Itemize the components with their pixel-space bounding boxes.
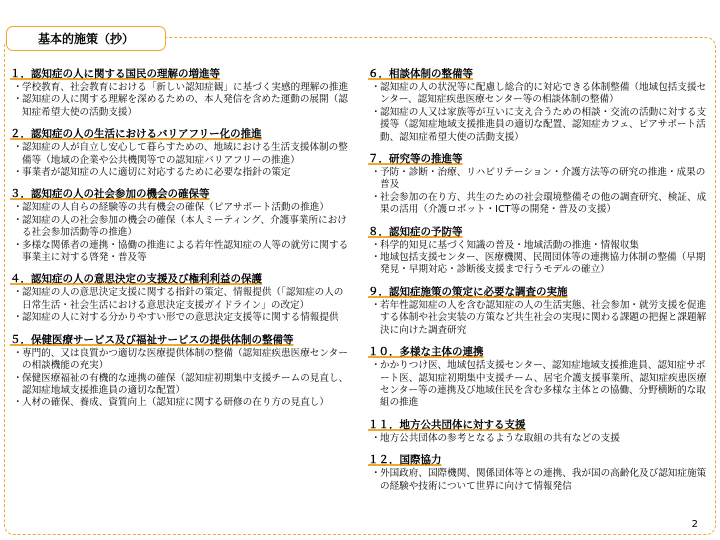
bullet-icon: ・ — [13, 287, 23, 299]
policy-section — [10, 68, 350, 119]
bullet-item — [368, 107, 713, 144]
policy-section — [368, 226, 713, 277]
bullet-item — [10, 348, 350, 373]
bullet-text: 人材の確保、養成、資質向上（認知症に関する研修の在り方の見直し） — [22, 397, 329, 409]
bullet-item — [368, 167, 713, 192]
bullet-icon: ・ — [13, 239, 23, 251]
bullet-text: 専門的、又は良質かつ適切な医療提供体制の整備（認知症疾患医療センターの相談機能の充実） — [22, 347, 348, 372]
bullet-item — [10, 142, 350, 167]
bullet-icon: ・ — [13, 347, 23, 359]
bullet-icon: ・ — [13, 142, 23, 154]
bullet-item — [10, 287, 350, 312]
bullet-item — [368, 300, 713, 337]
bullet-icon: ・ — [371, 252, 381, 264]
left-column — [10, 68, 350, 419]
bullet-text: 認知症の人の意思決定支援に関する指針の策定、情報提供（「認知症の人の日常生活・社会生活における意思決定支援ガイドライン」の改定） — [22, 287, 344, 311]
bullet-item — [10, 94, 350, 119]
bullet-icon: ・ — [371, 299, 381, 311]
bullet-item — [10, 215, 350, 240]
bullet-text: 予防・診断・治療、リハビリテーション・介護方法等の研究の推進・成果の普及 — [380, 167, 706, 191]
bullet-text: 認知症の人又は家族等が互いに支え合うための相談・交流の活動に対する支援等（認知症地域支援推進員の適切な配置、認知症カフェ、ピアサポート活動、認知症希望大使の活動支援） — [380, 106, 707, 143]
policy-section — [368, 454, 713, 493]
bullet-text: 認知症の人自らの経験等の共有機会の確保（ピアサポート活動の推進） — [22, 202, 329, 214]
section-title: ４．認知症の人の意思決定の支援及び権利利益の保護 — [10, 273, 262, 286]
bullet-icon: ・ — [13, 202, 23, 214]
bullet-item — [10, 82, 350, 94]
bullet-icon: ・ — [371, 191, 381, 203]
bullet-item — [10, 202, 350, 214]
bullet-text: 社会参加の在り方、共生のための社会環境整備その他の調査研究、検証、成果の活用（介護ロボット・ICT等の開発・普及の支援） — [380, 191, 707, 216]
page-title: 基本的施策（抄） — [6, 26, 166, 51]
policy-section — [10, 128, 350, 179]
policy-section — [368, 68, 713, 144]
section-title: １２．国際協力 — [368, 454, 442, 467]
bullet-icon: ・ — [13, 82, 23, 93]
bullet-text: 学校教育、社会教育における「新しい認知症観」に基づく実感的理解の推進 — [22, 82, 349, 93]
policy-section — [368, 346, 713, 410]
bullet-icon: ・ — [371, 106, 381, 118]
bullet-text: 地方公共団体の参考となるような取組の共有などの支援 — [380, 432, 620, 444]
bullet-text: 科学的知見に基づく知識の普及・地域活動の推進・情報収集 — [380, 239, 640, 251]
section-title: ６．相談体制の整備等 — [368, 68, 473, 80]
section-title: １１．地方公共団体に対する支援 — [368, 418, 526, 431]
bullet-item — [368, 252, 713, 277]
bullet-icon: ・ — [13, 167, 23, 179]
bullet-item — [10, 312, 350, 324]
bullet-item — [368, 192, 713, 217]
section-title: １０．多様な主体の連携 — [368, 346, 484, 359]
bullet-item — [368, 240, 713, 252]
bullet-icon: ・ — [371, 360, 381, 372]
page-number: 2 — [691, 519, 698, 530]
section-title: ７．研究等の推進等 — [368, 153, 463, 166]
section-title: １．認知症の人に関する国民の理解の増進等 — [10, 68, 220, 80]
bullet-icon: ・ — [13, 372, 23, 384]
policy-section — [10, 273, 350, 324]
section-title: ５．保健医療サービス及び福祉サービスの提供体制の整備等 — [10, 333, 294, 346]
bullet-item — [368, 468, 713, 493]
bullet-text: 若年性認知症の人を含む認知症の人の生活実態、社会参加・就労支援を促進する体制や社会実装の方策など共生社会の実現に関わる課題の把握と課題解決に向けた調査研究 — [380, 299, 707, 336]
bullet-text: 認知症の人の状況等に配慮し総合的に対応できる体制整備（地域包括支援センター、認知症疾患医療センター等の相談体制の整備） — [380, 82, 707, 106]
section-title: ３．認知症の人の社会参加の機会の確保等 — [10, 188, 210, 201]
bullet-text: 認知症の人に関する理解を深めるための、本人発信を含めた運動の展開（認知症希望大使の活動支援） — [22, 94, 348, 118]
bullet-item — [10, 373, 350, 398]
bullet-item — [368, 360, 713, 410]
bullet-item — [368, 82, 713, 107]
bullet-icon: ・ — [371, 432, 381, 444]
bullet-text: 外国政府、国際機関、関係団体等との連携、我が国の高齢化及び認知症施策の経験や技術について世界に向けて情報発信 — [380, 468, 707, 492]
bullet-icon: ・ — [371, 468, 381, 480]
policy-section — [368, 419, 713, 445]
bullet-text: 事業者が認知症の人に適切に対応するために必要な指針の策定 — [22, 167, 291, 179]
bullet-icon: ・ — [371, 82, 381, 93]
policy-section — [368, 286, 713, 337]
bullet-text: 保健医療福祉の有機的な連携の確保（認知症初期集中支援チームの見直し、認知症地域支援推進員の適切な配置） — [22, 372, 349, 396]
policy-section — [10, 334, 350, 410]
section-title: ２．認知症の人の生活におけるバリアフリー化の推進 — [10, 128, 262, 141]
section-title: ９．認知症施策の策定に必要な調査の実施 — [368, 285, 568, 298]
bullet-icon: ・ — [13, 397, 23, 409]
bullet-text: 認知症の人に対する分かりやすい形での意思決定支援等に関する情報提供 — [22, 312, 339, 324]
section-title: ８．認知症の予防等 — [368, 225, 463, 238]
bullet-item — [368, 433, 713, 445]
bullet-icon: ・ — [13, 94, 23, 106]
bullet-text: 多様な関係者の連携・協働の推進による若年性認知症の人等の就労に関する事業主に対する啓発・普及等 — [22, 239, 349, 264]
policy-section — [10, 188, 350, 264]
bullet-text: かかりつけ医、地域包括支援センター、認知症地域支援推進員、認知症サポート医、認知症初期集中支援チーム、居宅介護支援事業所、認知症疾患医療センター等の連携及び地域住民を含む多様な主体との協働、分野横断的な取組の推進 — [380, 360, 707, 409]
bullet-icon: ・ — [371, 167, 381, 179]
policy-section — [368, 153, 713, 217]
bullet-item — [10, 397, 350, 409]
bullet-text: 認知症の人が自立し安心して暮らすための、地域における生活支援体制の整備等（地域の企業や公共機関等での認知症バリアフリーの推進） — [22, 142, 348, 166]
bullet-item — [10, 167, 350, 179]
bullet-icon: ・ — [371, 239, 381, 251]
right-column — [368, 68, 713, 502]
bullet-text: 認知症の人の社会参加の機会の確保（本人ミーティング、介護事業所における社会参加活動等の推進） — [22, 214, 347, 239]
bullet-item — [10, 240, 350, 265]
bullet-icon: ・ — [13, 312, 23, 324]
bullet-icon: ・ — [13, 214, 23, 226]
bullet-text: 地域包括支援センター、医療機関、民間団体等の連携協力体制の整備（早期発見・早期対応・診断後支援まで行うモデルの確立） — [380, 252, 706, 276]
